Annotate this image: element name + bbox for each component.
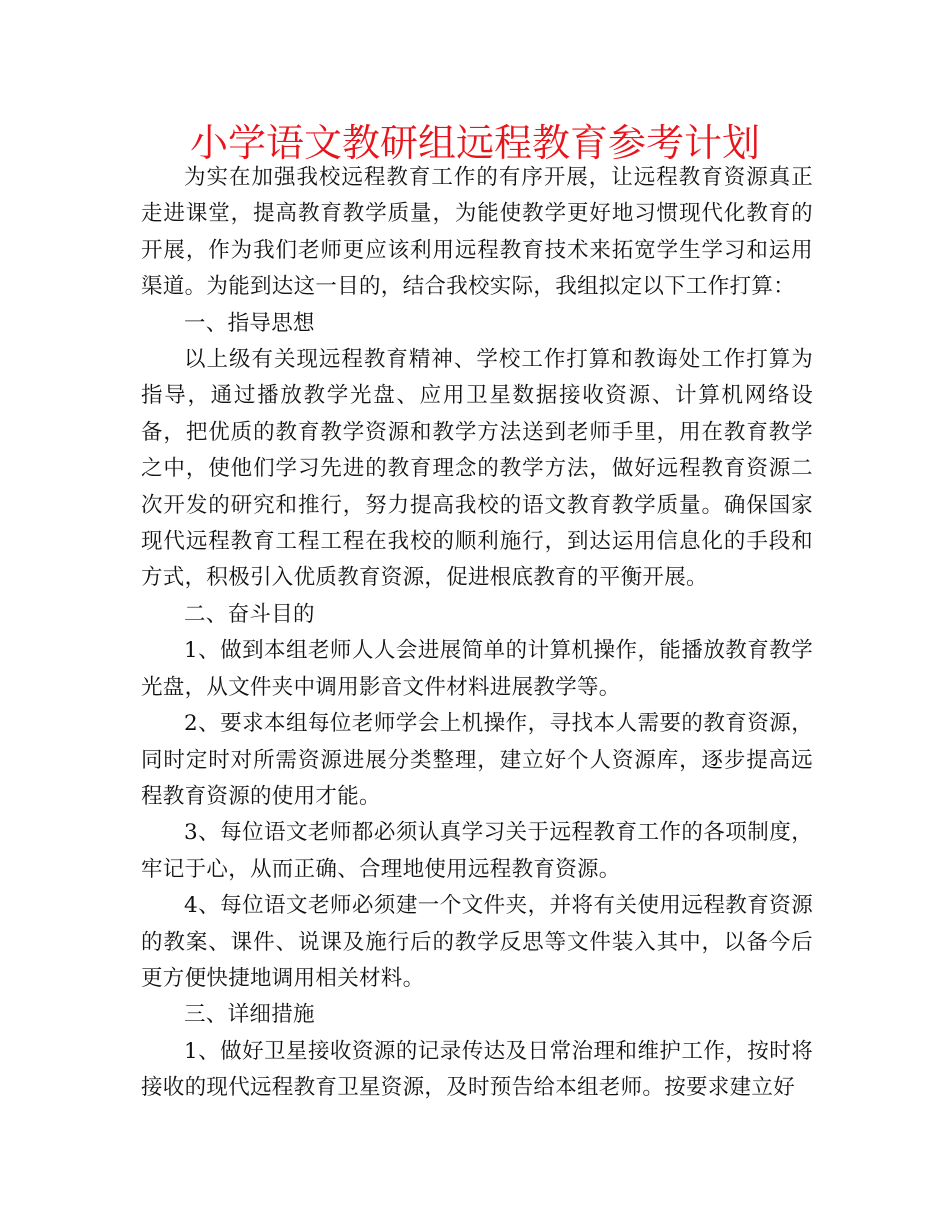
goal-item: 4、每位语文老师必须建一个文件夹，并将有关使用远程教育资源的教案、课件、说课及施行后的教学反思等文件装入其中，以备今后更方便快捷地调用相关材料。 <box>141 893 813 991</box>
goal-item: 2、要求本组每位老师学会上机操作，寻找本人需要的教育资源，同时定时对所需资源进展分类整理，建立好个人资源库，逐步提高远程教育资源的使用才能。 <box>141 711 813 809</box>
measure-item: 1、做好卫星接收资源的记录传达及日常治理和维护工作，按时将接收的现代远程教育卫星资源，及时预告给本组老师。按要求建立好 <box>141 1038 813 1101</box>
section-heading-goals: 二、奋斗目的 <box>184 601 315 627</box>
section-heading-measures: 三、详细措施 <box>184 1002 315 1028</box>
section-heading-guiding-thought: 一、指导思想 <box>184 310 315 336</box>
document-title: 小学语文教研组远程教育参考计划 <box>189 121 760 165</box>
document-body <box>141 160 813 1107</box>
goal-item: 3、每位语文老师都必须认真学习关于远程教育工作的各项制度，牢记于心，从而正确、合理地使用远程教育资源。 <box>141 820 813 882</box>
goal-item: 1、做到本组老师人人会进展简单的计算机操作，能播放教育教学光盘，从文件夹中调用影音文件材料进展教学等。 <box>141 638 813 700</box>
guiding-thought-paragraph: 以上级有关现远程教育精神、学校工作打算和教诲处工作打算为指导，通过播放教学光盘、应用卫星数据接收资源、计算机网络设备，把优质的教育教学资源和教学方法送到老师手里，用在教育教学之中，使他们学习先进的教育理念的教学方法，做好远程教育资源二次开发的研究和推行，努力提高我校的语文教育教学质量。确保国家现代远程教育工程工程在我校的顺利施行，到达运用信息化的手段和方式，积极引入优质教育资源，促进根底教育的平衡开展。 <box>141 347 813 591</box>
intro-paragraph: 为实在加强我校远程教育工作的有序开展，让远程教育资源真正走进课堂，提高教育教学质量，为能使教学更好地习惯现代化教育的开展，作为我们老师更应该利用远程教育技术来拓宽学生学习和运用渠道。为能到达这一目的，结合我校实际，我组拟定以下工作打算： <box>141 165 813 300</box>
